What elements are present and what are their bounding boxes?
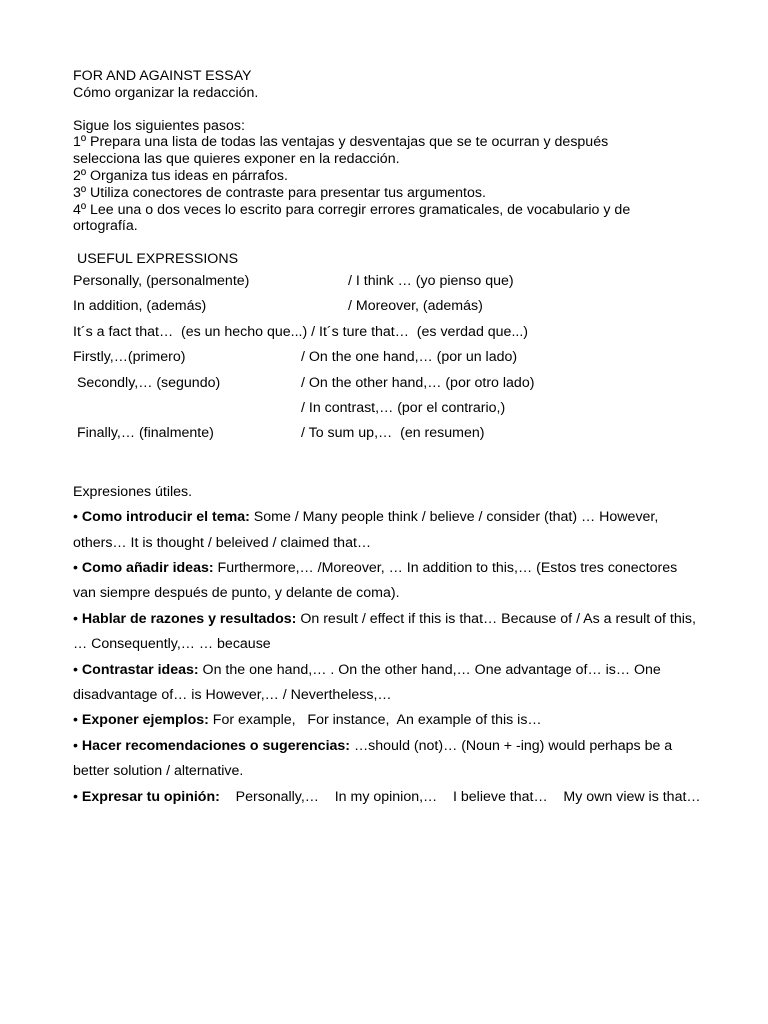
list-item xyxy=(73,658,703,709)
expression-row xyxy=(73,424,768,449)
document-title: FOR AND AGAINST ESSAY xyxy=(73,68,252,84)
bullet-label: Como introducir el tema: xyxy=(81,509,250,526)
steps-list xyxy=(73,134,768,235)
expression-row xyxy=(73,323,768,348)
expression-left: Finally,… (finalmente) xyxy=(73,425,214,442)
bullet-label: Contrastar ideas: xyxy=(81,661,199,678)
bullet-text: Furthermore,… /Moreover, … In addition to this,… (Estos tres conectores van siempre después de punto, y delante de coma). xyxy=(73,559,678,602)
useful-expressions-es-title: Expresiones útiles. xyxy=(73,483,193,500)
bullet-icon: • xyxy=(73,788,78,805)
bullet-icon: • xyxy=(73,661,78,678)
expression-right: / On the one hand,… (por un lado) xyxy=(301,349,518,366)
list-item xyxy=(73,505,703,556)
step-item: 4º Lee una o dos veces lo escrito para corregir errores gramaticales, de vocabulario y de ortografía. xyxy=(73,201,631,235)
bullet-text: Some / Many people think / believe / consider (that) … However, others… It is thought / beleived / claimed that… xyxy=(73,509,659,551)
expression-right: / Moreover, (además) xyxy=(348,298,483,315)
bullet-label: Hacer recomendaciones o sugerencias: xyxy=(81,737,351,754)
expression-right: / To sum up,… (en resumen) xyxy=(301,425,485,442)
list-item xyxy=(73,556,703,607)
expression-left: It´s a fact that… (es un hecho que...) / It´s ture that… (es verdad que...) xyxy=(73,323,528,340)
expression-right: / On the other hand,… (por otro lado) xyxy=(301,374,535,391)
list-item xyxy=(73,785,703,810)
expression-row xyxy=(73,374,768,399)
bullet-text: On the one hand,… . On the other hand,… One advantage of… is… One disadvantage of… is However,… / Nevertheless,… xyxy=(73,661,661,703)
expression-right: / In contrast,… (por el contrario,) xyxy=(301,399,506,416)
bullet-icon: • xyxy=(73,610,78,627)
bullet-text: On result / effect if this is that… Because of / As a result of this, … Consequently,… … because xyxy=(73,610,696,653)
bullet-label: Como añadir ideas: xyxy=(81,559,214,576)
bullet-icon: • xyxy=(73,712,78,729)
bullet-text: …should (not)… (Noun + -ing) would perhaps be a better solution / alternative. xyxy=(73,737,673,780)
expression-row xyxy=(73,399,768,424)
expression-left: Secondly,… (segundo) xyxy=(73,374,221,391)
expressions-table xyxy=(73,272,768,450)
expression-row xyxy=(73,272,768,297)
bullet-label: Exponer ejemplos: xyxy=(81,712,209,729)
step-item: 2º Organiza tus ideas en párrafos. xyxy=(73,167,288,184)
expression-left: Personally, (personalmente) xyxy=(73,272,250,289)
expression-row xyxy=(73,348,768,373)
spacer xyxy=(73,102,768,118)
spacer xyxy=(73,235,768,251)
expression-row xyxy=(73,297,768,322)
useful-expressions-list xyxy=(73,480,768,810)
list-item xyxy=(73,708,703,733)
expression-right: / I think … (yo pienso que) xyxy=(348,272,514,289)
expression-left: In addition, (además) xyxy=(73,298,207,315)
bullet-text: For example, For instance, An example of this is… xyxy=(208,712,542,729)
document-subtitle: Cómo organizar la redacción. xyxy=(73,84,259,101)
step-item: 1º Prepara una lista de todas las ventajas y desventajas que se te ocurran y después selecciona las que quieres exponer en la redacción. xyxy=(73,134,609,168)
step-item: 3º Utiliza conectores de contraste para presentar tus argumentos. xyxy=(73,184,486,201)
bullet-icon: • xyxy=(73,509,78,526)
bullet-text: Personally,… In my opinion,… I believe that… My own view is that… xyxy=(219,788,701,805)
steps-intro: Sigue los siguientes pasos: xyxy=(73,117,245,134)
spacer xyxy=(73,450,768,470)
useful-expressions-heading: USEFUL EXPRESSIONS xyxy=(73,251,239,268)
list-item xyxy=(73,607,703,658)
bullet-icon: • xyxy=(73,559,78,576)
bullet-icon: • xyxy=(73,737,78,754)
bullet-label: Expresar tu opinión: xyxy=(81,788,220,805)
expression-left: Firstly,…(primero) xyxy=(73,349,186,366)
bullet-label: Hablar de razones y resultados: xyxy=(81,610,297,627)
list-item xyxy=(73,734,703,785)
